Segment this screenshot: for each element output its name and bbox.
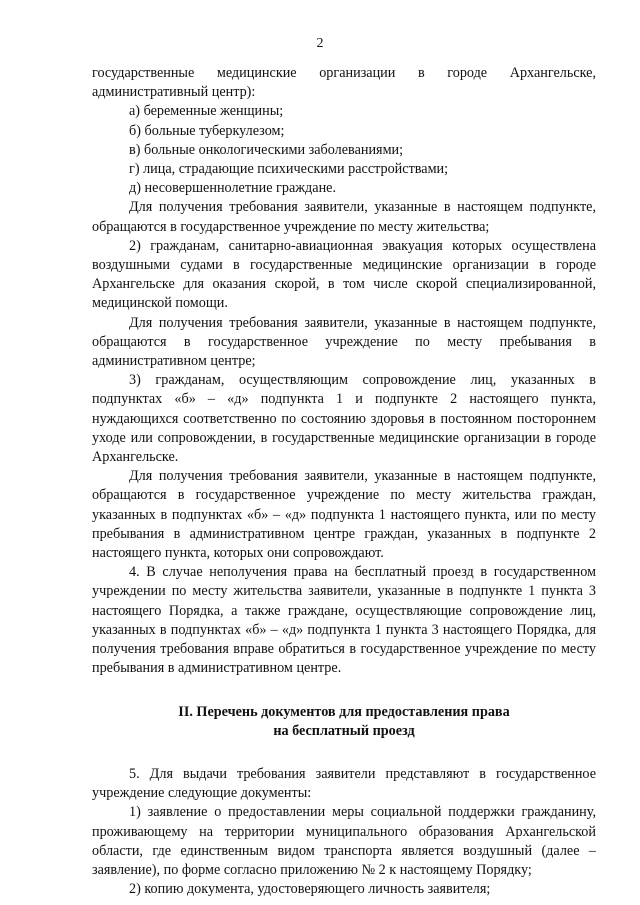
paragraph: 3) гражданам, осуществляющим сопровождение лиц, указанных в подпунктах «б» – «д» подпункта 1 и подпункте 2 настоящего пункта, нуждающихся соответственно по состоянию здоровья в постоянном постороннем уходе или сопровождении, в государственные медицинские организации в городе Архангельске.	[92, 372, 596, 466]
paragraph: Для получения требования заявители, указанные в настоящем подпункте, обращаются в государственное учреждение по месту пребывания в административном центре;	[92, 314, 596, 370]
paragraph: 1) заявление о предоставлении меры социальной поддержки гражданину, проживающему на территории муниципального образования Архангельской области, где единственным видом транспорта является воздушный (далее – заявление), по форме согласно приложению № 2 к настоящему Порядку;	[92, 804, 596, 878]
list-item: а) беременные женщины;	[129, 103, 284, 120]
paragraph-continuation: государственные медицинские организации в городе Архангельске, административный центр):	[92, 65, 596, 101]
paragraph: 2) копию документа, удостоверяющего личность заявителя;	[129, 881, 491, 898]
section-heading-line: II. Перечень документов для предоставления права	[178, 703, 510, 720]
paragraph: Для получения требования заявители, указанные в настоящем подпункте, обращаются в государственное учреждение по месту жительства;	[92, 199, 596, 235]
section-heading-line: на бесплатный проезд	[273, 722, 415, 739]
list-item: в) больные онкологическими заболеваниями;	[129, 141, 404, 158]
paragraph: 5. Для выдачи требования заявители представляют в государственное учреждение следующие документы:	[92, 765, 596, 802]
paragraph: 2) гражданам, санитарно-авиационная эвакуация которых осуществлена воздушными судами в государственные медицинские организации в городе Архангельске для оказания скорой, в том числе скорой специализированной, медицинской помощи.	[92, 237, 596, 312]
paragraph: 4. В случае неполучения права на бесплатный проезд в государственном учреждении по месту жительства заявители, указанные в подпункте 1 пункта 3 настоящего Порядка, а также граждане, осуществляющие сопровождение лиц, указанных в подпунктах «б» – «д» подпункта 1 пункта 3 настоящего Порядка, для получения требования вправе обратиться в государственное учреждение по месту пребывания в административном центре.	[92, 564, 596, 677]
list-item: б) больные туберкулезом;	[129, 122, 285, 139]
paragraph: Для получения требования заявители, указанные в настоящем подпункте, обращаются в государственное учреждение по месту жительства граждан, указанных в подпунктах «б» – «д» подпункта 1 настоящего пункта, или по месту пребывания в административном центре граждан, указанных в подпункте 2 настоящего пункта, которых они сопровождают.	[92, 468, 596, 562]
section-heading	[92, 703, 596, 741]
document-body	[92, 64, 596, 899]
list-item: г) лица, страдающие психическими расстройствами;	[129, 161, 449, 178]
list-item: д) несовершеннолетние граждане.	[129, 180, 337, 197]
page-number: 2	[316, 36, 324, 51]
